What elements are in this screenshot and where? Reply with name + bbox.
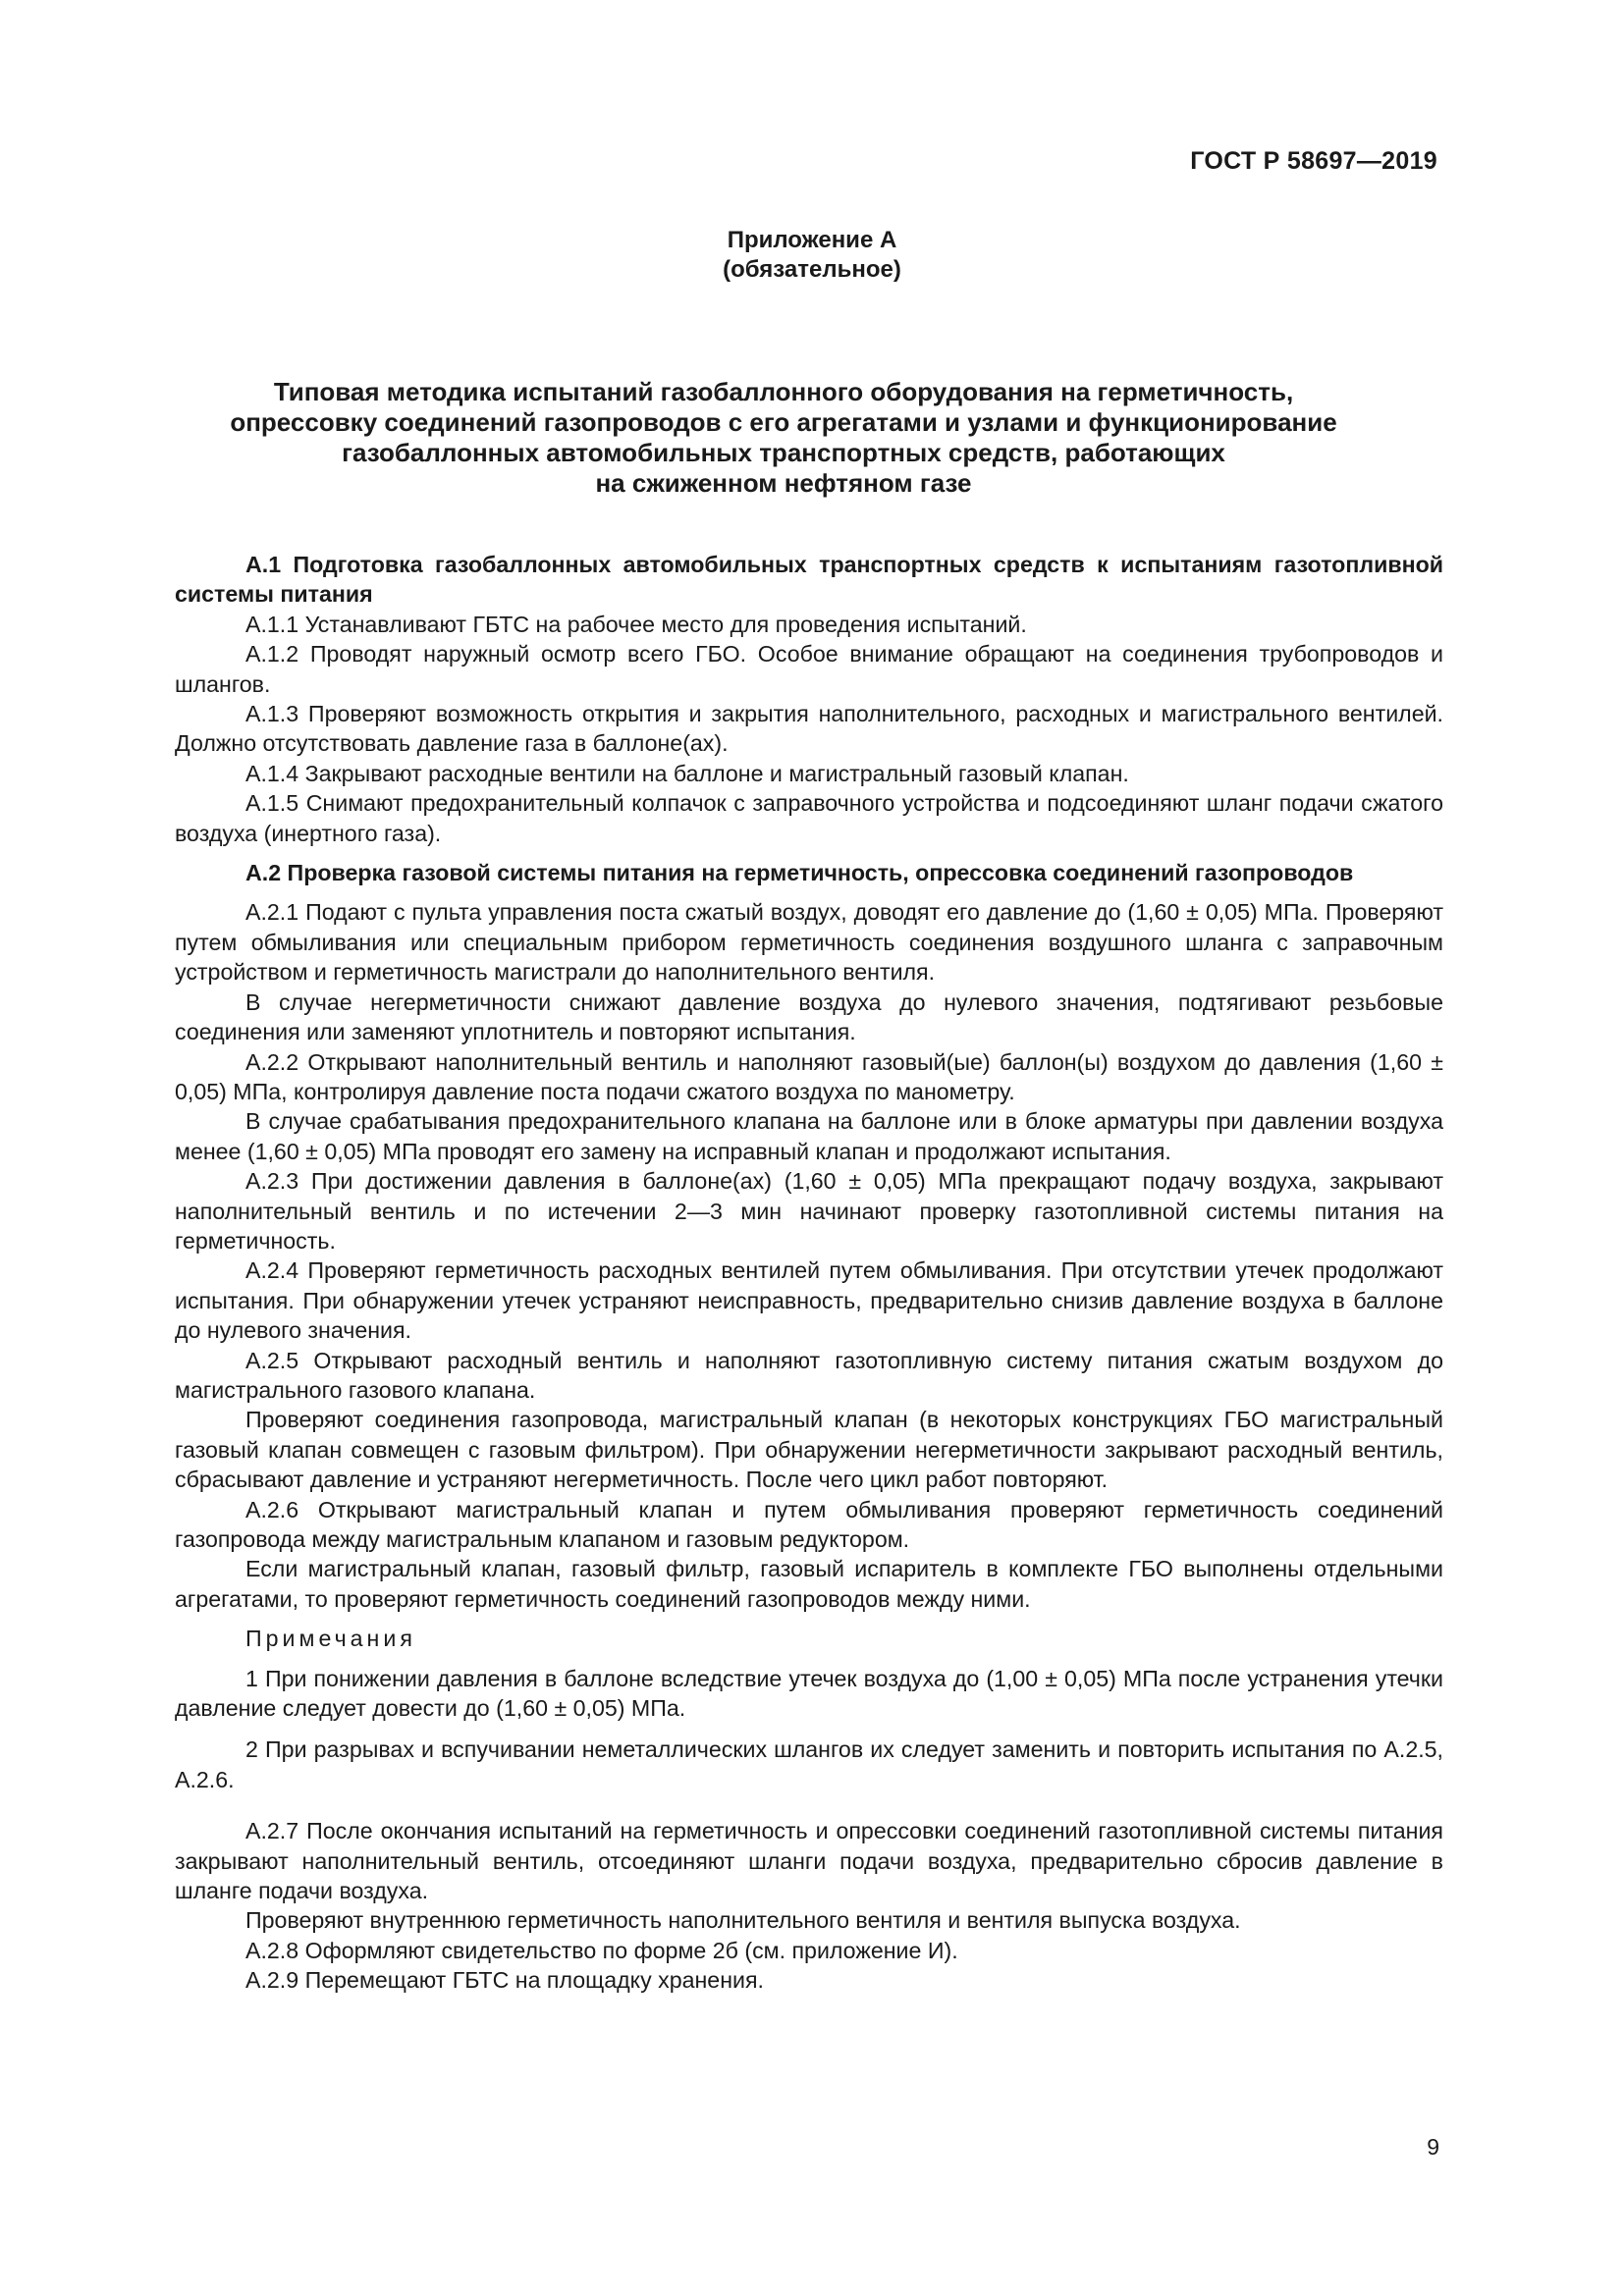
paragraph: А.1.4 Закрывают расходные вентили на баллоне и магистральный газовый клапан. [245,760,1129,786]
title-line: Типовая методика испытаний газобаллонного оборудования на герметичность, [273,377,1294,406]
paragraph: А.2.3 При достижении давления в баллоне(ах) (1,60 ± 0,05) МПа прекращают подачу воздуха, закрывают наполнительный вентиль и по истечении 2—3 мин начинают проверку газотопливной системы питания на герметичность. [175,1168,1443,1254]
note: 1 При понижении давления в баллоне вследствие утечек воздуха до (1,00 ± 0,05) МПа после устранения утечки давление следует довести до (1,60 ± 0,05) МПа. [175,1665,1443,1722]
paragraph: В случае срабатывания предохранительного клапана на баллоне или в блоке арматуры при давлении воздуха менее (1,60 ± 0,05) МПа проводят его замену на исправный клапан и продолжают испытания. [175,1108,1443,1164]
paragraph: Если магистральный клапан, газовый фильтр, газовый испаритель в комплекте ГБО выполнены отдельными агрегатами, то проверяют герметичность соединений газопроводов между ними. [175,1556,1443,1612]
paragraph: А.2.9 Перемещают ГБТС на площадку хранения. [245,1967,764,1994]
paragraph: А.1.3 Проверяют возможность открытия и закрытия наполнительного, расходных и магистрального вентилей. Должно отсутствовать давление газа в баллоне(ах). [175,701,1443,757]
title-line: на сжиженном нефтяном газе [595,468,972,498]
paragraph: Проверяют внутреннюю герметичность наполнительного вентиля и вентиля выпуска воздуха. [245,1907,1241,1934]
appendix-header [0,226,1624,285]
appendix-title: Приложение А [727,227,897,253]
notes-heading: Примечания [245,1626,416,1652]
paragraph: А.1.5 Снимают предохранительный колпачок с заправочного устройства и подсоединяют шланг подачи сжатого воздуха (инертного газа). [175,790,1443,846]
paragraph: А.1.2 Проводят наружный осмотр всего ГБО. Особое внимание обращают на соединения трубопроводов и шлангов. [175,641,1443,697]
title-line: газобаллонных автомобильных транспортных средств, работающих [342,438,1225,467]
paragraph: А.2.6 Открывают магистральный клапан и путем обмыливания проверяют герметичность соединений газопровода между магистральным клапаном и газовым редуктором. [175,1496,1443,1552]
document-body [175,550,1443,1996]
paragraph: А.2.4 Проверяют герметичность расходных вентилей путем обмыливания. При отсутствии утечек продолжают испытания. При обнаружении утечек устраняют неисправность, предварительно снизив давление воздуха в баллоне до нулевого значения. [175,1257,1443,1344]
gost-code: ГОСТ Р 58697—2019 [1190,147,1437,175]
appendix-status: (обязательное) [723,256,901,283]
section-a1-heading: А.1 Подготовка газобаллонных автомобильных транспортных средств к испытаниям газотопливной системы питания [175,552,1443,608]
paragraph: А.2.5 Открывают расходный вентиль и наполняют газотопливную систему питания сжатым воздухом до магистрального газового клапана. [175,1347,1443,1403]
paragraph: В случае негерметичности снижают давление воздуха до нулевого значения, подтягивают резьбовые соединения или заменяют уплотнитель и повторяют испытания. [175,988,1443,1045]
section-a2-heading: А.2 Проверка газовой системы питания на герметичность, опрессовка соединений газопроводов [245,860,1354,886]
paragraph: А.2.2 Открывают наполнительный вентиль и наполняют газовый(ые) баллон(ы) воздухом до давления (1,60 ± 0,05) МПа, контролируя давление поста подачи сжатого воздуха по манометру. [175,1048,1443,1104]
title-line: опрессовку соединений газопроводов с его агрегатами и узлами и функционирование [230,407,1337,437]
note: 2 При разрывах и вспучивании неметаллических шлангов их следует заменить и повторить испытания по А.2.5, А.2.6. [175,1736,1443,1792]
paragraph: А.2.7 После окончания испытаний на герметичность и опрессовки соединений газотопливной системы питания закрывают наполнительный вентиль, отсоединяют шланги подачи воздуха, предварительно сбросив давление в шланге подачи воздуха. [175,1818,1443,1904]
document-title [157,377,1410,499]
page-number: 9 [1427,2134,1439,2160]
paragraph: А.1.1 Устанавливают ГБТС на рабочее место для проведения испытаний. [245,611,1027,637]
paragraph: А.2.8 Оформляют свидетельство по форме 2б (см. приложение И). [245,1937,958,1963]
paragraph: Проверяют соединения газопровода, магистральный клапан (в некоторых конструкциях ГБО магистральный газовый клапан совмещен с газовым фильтром). При обнаружении негерметичности закрывают расходный вентиль, сбрасывают давление и устраняют негерметичность. После чего цикл работ повторяют. [175,1407,1443,1493]
paragraph: А.2.1 Подают с пульта управления поста сжатый воздух, доводят его давление до (1,60 ± 0,05) МПа. Проверяют путем обмыливания или специальным прибором герметичность соединения воздушного шланга с заправочным устройством и герметичность магистрали до наполнительного вентиля. [175,899,1443,986]
